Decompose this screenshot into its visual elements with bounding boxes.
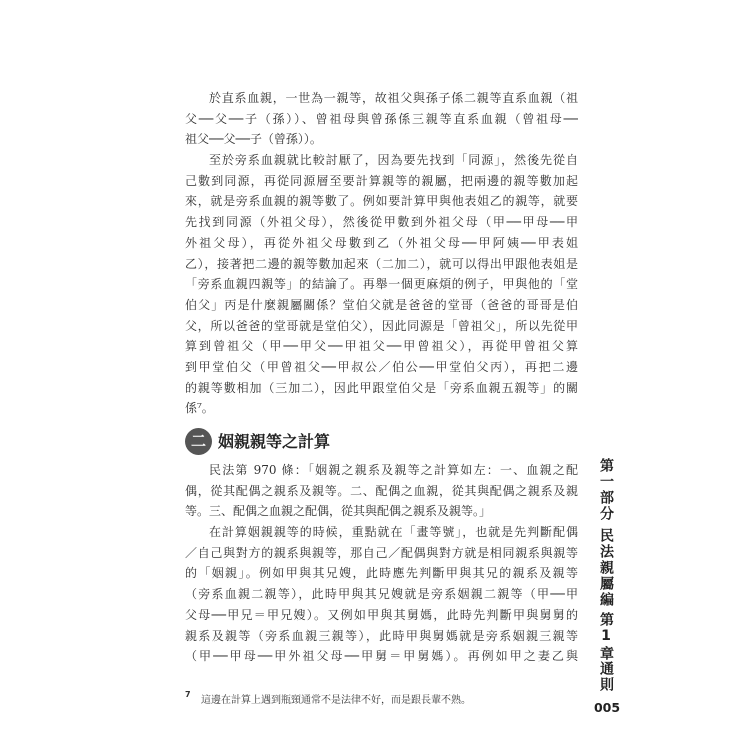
text-line: 父──父──子（孫））、曾祖母與曾孫係三親等直系血親（曾祖母── — [185, 111, 578, 126]
text-line: 乙），接著把二邊的親等數加起來（二加二），就可以得出甲跟他表姐是 — [185, 256, 578, 271]
side-tab-chapter: 第1章 — [598, 612, 614, 662]
paragraph — [185, 460, 578, 522]
text-line: 偶，從其配偶之親系及親等。二、配偶之血親，從其與配偶之親系及親 — [185, 483, 578, 498]
text-line: （甲──甲母──甲外祖父母──甲舅＝甲舅媽）。再例如甲之妻乙與 — [185, 649, 578, 664]
text-line: 祖父──父──子（曾孫））。 — [185, 132, 322, 147]
text-line: 至於旁系血親就比較討厭了，因為要先找到「同源」，然後先從自 — [209, 153, 578, 168]
paragraph — [185, 522, 578, 667]
text-line: （旁系血親二親等），此時甲與其兄嫂就是旁系姻親二親等（甲──甲 — [185, 587, 578, 602]
section-heading — [185, 428, 485, 455]
text-line: 外祖父母），再從外祖父母數到乙（外祖父母──甲阿姨──甲表姐 — [185, 235, 578, 250]
text-line: 民法第 970 條：「姻親之親系及親等之計算如左：一、血親之配 — [209, 463, 578, 477]
footnote-marker: 7 — [185, 690, 191, 699]
text-line: 算到曾祖父（甲──甲父──甲祖父──甲曾祖父），再從甲曾祖父算 — [185, 339, 578, 354]
paragraph — [185, 88, 578, 150]
text-line: 伯父」丙是什麼親屬關係？堂伯父就是爸爸的堂哥（爸爸的哥哥是伯 — [185, 297, 578, 312]
text-line: ／自己與對方的親系與親等，那自己／配偶與對方就是相同親系與親等 — [185, 545, 578, 560]
side-tab-part: 第一部分 — [598, 458, 614, 522]
text-line: 等。三、配偶之血親之配偶，從其與配偶之親系及親等。」 — [185, 504, 492, 519]
section-title: 姻親親等之計算 — [218, 432, 331, 451]
upper-body-text — [185, 88, 578, 419]
text-line: 先找到同源（外祖父母），然後從甲數到外祖父母（甲──甲母──甲 — [185, 215, 578, 230]
text-line: 於直系血親，一世為一親等，故祖父與孫子係二親等直系血親（祖 — [209, 91, 578, 105]
side-tab-book: 民法親屬編 — [598, 528, 614, 608]
page-number: 005 — [593, 700, 621, 715]
footnote — [185, 690, 578, 710]
text-line: 的親等數相加（三加二），因此甲跟堂伯父是「旁系血親五親等」的關 — [185, 380, 578, 395]
text-line: 在計算姻親親等的時候，重點就在「畫等號」，也就是先判斷配偶 — [209, 525, 578, 540]
text-line: 來，就是旁系血親的親等數了。例如要計算甲與他表姐乙的親等，就要 — [185, 194, 578, 209]
section-number-badge: 二 — [185, 428, 212, 455]
paragraph — [185, 150, 578, 419]
text-line: 係⁷。 — [185, 401, 214, 416]
footnote-text: 這邊在計算上遇到瓶頸通常不是法律不好，而是跟長輩不熟。 — [201, 695, 471, 706]
text-line: 父，所以爸爸的堂哥就是堂伯父），因此同源是「曾祖父」，所以先從甲 — [185, 318, 578, 333]
text-line: 到甲堂伯父（甲曾祖父──甲叔公／伯公──甲堂伯父丙），再把二邊 — [185, 359, 578, 374]
text-line: 父母──甲兄＝甲兄嫂）。又例如甲與其舅媽，此時先判斷甲與舅舅的 — [185, 607, 578, 622]
lower-body-text — [185, 460, 578, 667]
text-line: 「旁系血親四親等」的結論了。再舉一個更麻煩的例子，甲與他的「堂 — [185, 277, 578, 292]
side-tab-chapter-title: 通則 — [598, 661, 614, 693]
text-line: 己數到同源，再從同源層至要計算親等的親屬，把兩邊的親等數加起 — [185, 173, 578, 188]
text-line: 親系及親等（旁系血親三親等），此時甲與舅媽就是旁系姻親三親等 — [185, 628, 578, 643]
text-line: 的「姻親」。例如甲與其兄嫂，此時應先判斷甲與其兄的親系及親等 — [185, 566, 578, 581]
